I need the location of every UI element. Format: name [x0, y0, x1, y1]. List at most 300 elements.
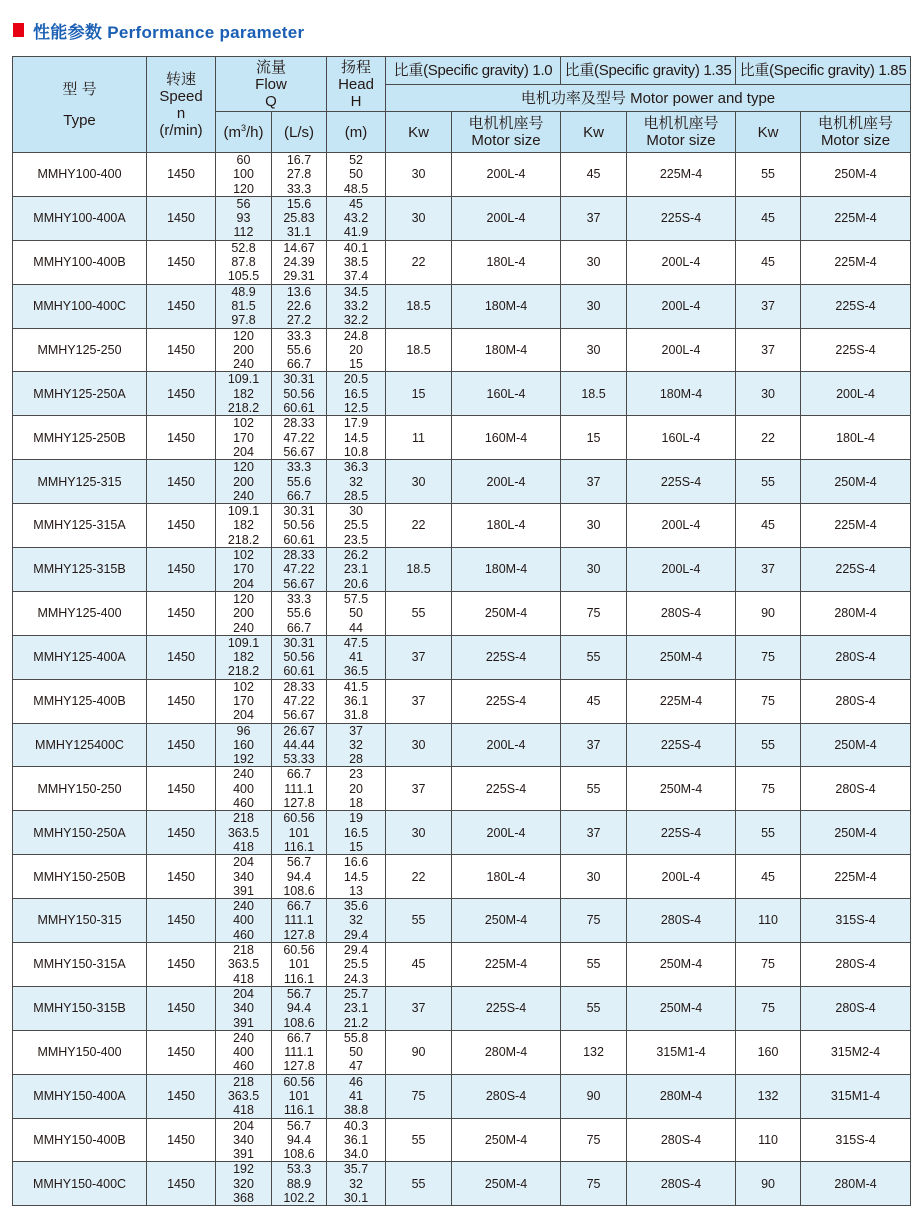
cell-flow-ls-value: 16.7: [286, 153, 312, 167]
cell-motor-sg1: 225S-4: [452, 679, 561, 723]
cell-kw-sg3: 90: [736, 591, 801, 635]
cell-flow-ls-value: 53.33: [283, 752, 315, 767]
cell-kw-sg1: 18.5: [386, 328, 452, 372]
cell-flow-ls-value: 31.1: [286, 225, 312, 240]
cell-kw-sg1: 55: [386, 1162, 452, 1206]
cell-speed: 1450: [147, 635, 216, 679]
cell-kw-sg3: 45: [736, 855, 801, 899]
cell-type: MMHY150-400: [13, 1030, 147, 1074]
cell-flow-ls-value: 116.1: [283, 1103, 315, 1118]
cell-speed: 1450: [147, 767, 216, 811]
table-row: [13, 1074, 911, 1118]
cell-flow-ls-value: 116.1: [283, 971, 315, 986]
cell-head-value: 32: [349, 474, 363, 489]
cell-head-value: 36.3: [343, 460, 369, 475]
cell-flow-ls-value: 33.3: [286, 460, 312, 475]
cell-flow-m3h-value: 81.5: [231, 298, 256, 313]
cell-kw-sg3: 110: [736, 1118, 801, 1162]
cell-flow-m3h-value: 100: [233, 167, 254, 182]
cell-motor-sg3: 315S-4: [801, 1118, 911, 1162]
cell-head-value: 50: [349, 167, 363, 182]
cell-flow-m3h-value: 182: [233, 650, 254, 665]
cell-type: MMHY125-250A: [13, 372, 147, 416]
cell-head: [327, 767, 386, 811]
cell-head: [327, 328, 386, 372]
cell-flow-m3h-value: 240: [233, 357, 254, 372]
cell-flow-m3h-value: 48.9: [231, 284, 256, 299]
table-row: [13, 723, 911, 767]
cell-speed: 1450: [147, 416, 216, 460]
table-row: [13, 811, 911, 855]
cell-kw-sg1: 55: [386, 1118, 452, 1162]
cell-flow-ls-value: 26.67: [283, 723, 315, 738]
cell-flow-m3h-value: 200: [233, 342, 254, 357]
cell-head: [327, 723, 386, 767]
cell-flow-ls-value: 56.67: [283, 444, 315, 459]
cell-motor-sg1: 180M-4: [452, 328, 561, 372]
cell-flow-ls-value: 56.67: [283, 576, 315, 591]
cell-motor-sg1: 200L-4: [452, 811, 561, 855]
cell-head-value: 15: [349, 357, 363, 372]
cell-head-value: 18: [349, 796, 363, 811]
cell-flow-m3h-value: 418: [233, 1103, 254, 1118]
cell-flow-ls-value: 60.61: [283, 532, 315, 547]
cell-flow-ls-value: 60.61: [283, 401, 315, 416]
cell-type: MMHY100-400B: [13, 240, 147, 284]
cell-flow-ls-value: 47.22: [283, 430, 315, 445]
cell-flow-ls-value: 111.1: [284, 781, 314, 796]
cell-flow-ls-value: 47.22: [283, 693, 315, 708]
cell-flow-m3h-value: 418: [233, 971, 254, 986]
cell-head: [327, 460, 386, 504]
cell-motor-sg2: 200L-4: [627, 240, 736, 284]
cell-flow-m3h: [216, 855, 272, 899]
cell-flow-m3h-value: 105.5: [227, 269, 260, 284]
header-head-unit: (m): [327, 112, 386, 153]
cell-speed: 1450: [147, 548, 216, 592]
cell-motor-sg1: 180L-4: [452, 855, 561, 899]
cell-head-value: 17.9: [343, 416, 369, 431]
cell-flow-m3h-value: 200: [233, 474, 254, 489]
cell-type: MMHY100-400C: [13, 284, 147, 328]
cell-flow-m3h-value: 460: [233, 796, 254, 811]
cell-head-value: 47.5: [343, 635, 369, 650]
cell-motor-sg1: 225M-4: [452, 943, 561, 987]
cell-flow-m3h: [216, 240, 272, 284]
cell-flow-ls-value: 66.7: [286, 899, 312, 914]
cell-flow-m3h-value: 160: [233, 737, 254, 752]
cell-flow-ls-value: 127.8: [283, 796, 315, 811]
cell-flow-ls-value: 30.31: [283, 635, 315, 650]
cell-flow-ls: [272, 240, 327, 284]
cell-head-value: 41: [349, 1089, 363, 1103]
cell-flow-m3h-value: 368: [233, 1191, 254, 1206]
cell-flow-m3h-value: 391: [233, 1015, 254, 1030]
cell-motor-sg2: 200L-4: [627, 855, 736, 899]
cell-flow-ls: [272, 899, 327, 943]
cell-kw-sg1: 90: [386, 1030, 452, 1074]
cell-head-value: 55.8: [343, 1030, 369, 1045]
cell-flow-m3h-value: 418: [233, 839, 254, 854]
cell-speed: 1450: [147, 372, 216, 416]
cell-speed: 1450: [147, 591, 216, 635]
cell-flow-ls: [272, 153, 327, 197]
cell-motor-sg2: 225S-4: [627, 196, 736, 240]
cell-flow-m3h-value: 109.1: [227, 504, 260, 519]
cell-head: [327, 284, 386, 328]
cell-flow-ls: [272, 284, 327, 328]
cell-flow-m3h: [216, 679, 272, 723]
cell-motor-sg3: 225S-4: [801, 284, 911, 328]
cell-flow-ls-value: 88.9: [286, 1176, 312, 1191]
cell-motor-sg1: 200L-4: [452, 723, 561, 767]
cell-kw-sg1: 75: [386, 1074, 452, 1118]
cell-head-value: 40.1: [343, 240, 369, 255]
cell-kw-sg1: 22: [386, 240, 452, 284]
cell-flow-m3h-value: 200: [233, 606, 254, 621]
cell-head: [327, 240, 386, 284]
cell-motor-sg3: 225S-4: [801, 328, 911, 372]
cell-flow-ls-value: 50.56: [283, 650, 315, 665]
cell-head: [327, 1074, 386, 1118]
cell-head-value: 36.5: [343, 664, 369, 679]
cell-flow-m3h-value: 460: [233, 927, 254, 942]
table-header: [13, 57, 911, 153]
cell-flow-ls-value: 101: [288, 1089, 310, 1103]
cell-head-value: 20.5: [343, 372, 369, 387]
cell-type: MMHY150-315A: [13, 943, 147, 987]
cell-head-value: 14.5: [343, 430, 369, 445]
cell-motor-sg2: 200L-4: [627, 328, 736, 372]
table-row: [13, 1118, 911, 1162]
cell-flow-m3h: [216, 153, 272, 197]
cell-flow-m3h-value: 218.2: [227, 401, 260, 416]
cell-kw-sg1: 22: [386, 504, 452, 548]
cell-flow-ls-value: 60.56: [283, 943, 315, 958]
cell-head-value: 37: [349, 723, 363, 738]
cell-head-value: 43.2: [343, 211, 369, 226]
cell-flow-ls-value: 47.22: [283, 562, 315, 577]
performance-table: [12, 56, 911, 1206]
cell-type: MMHY125-400B: [13, 679, 147, 723]
cell-flow-m3h-value: 400: [233, 781, 254, 796]
cell-kw-sg1: 30: [386, 811, 452, 855]
cell-flow-ls-value: 25.83: [283, 211, 315, 226]
cell-kw-sg3: 75: [736, 986, 801, 1030]
table-row: [13, 767, 911, 811]
cell-flow-ls-value: 66.7: [286, 620, 312, 635]
cell-speed: 1450: [147, 899, 216, 943]
cell-flow-m3h-value: 170: [233, 693, 254, 708]
cell-head: [327, 855, 386, 899]
cell-flow-m3h: [216, 372, 272, 416]
cell-kw-sg3: 55: [736, 460, 801, 504]
cell-flow-ls-value: 22.6: [286, 298, 312, 313]
cell-flow-m3h-value: 109.1: [227, 635, 260, 650]
cell-flow-ls: [272, 196, 327, 240]
cell-kw-sg1: 55: [386, 899, 452, 943]
cell-flow-ls-value: 13.6: [286, 284, 312, 299]
header-sg-3: 比重(Specific gravity) 1.85: [736, 57, 911, 85]
cell-flow-m3h-value: 204: [233, 444, 254, 459]
cell-flow-ls-value: 108.6: [283, 1015, 315, 1030]
cell-kw-sg2: 30: [561, 284, 627, 328]
table-row: [13, 679, 911, 723]
cell-motor-sg3: 280S-4: [801, 635, 911, 679]
table-row: [13, 153, 911, 197]
cell-motor-sg1: 180L-4: [452, 504, 561, 548]
cell-flow-m3h-value: 240: [233, 488, 254, 503]
cell-head-value: 57.5: [343, 591, 369, 606]
cell-flow-ls-value: 53.3: [286, 1162, 312, 1177]
cell-speed: 1450: [147, 240, 216, 284]
cell-head: [327, 153, 386, 197]
cell-head-value: 29.4: [343, 943, 369, 958]
cell-flow-m3h-value: 240: [233, 899, 254, 914]
cell-flow-m3h: [216, 811, 272, 855]
cell-flow-ls: [272, 1030, 327, 1074]
cell-kw-sg2: 37: [561, 723, 627, 767]
cell-flow-m3h: [216, 504, 272, 548]
cell-flow-m3h-value: 192: [233, 1162, 254, 1177]
cell-motor-sg3: 280M-4: [801, 591, 911, 635]
table-row: [13, 591, 911, 635]
cell-flow-ls-value: 56.67: [283, 708, 315, 723]
cell-flow-ls-value: 94.4: [286, 1001, 312, 1016]
cell-flow-ls: [272, 679, 327, 723]
header-motor-power: 电机功率及型号 Motor power and type: [386, 85, 911, 112]
cell-head: [327, 1118, 386, 1162]
cell-head: [327, 1030, 386, 1074]
header-sg-1: 比重(Specific gravity) 1.0: [386, 57, 561, 85]
cell-type: MMHY150-400C: [13, 1162, 147, 1206]
cell-type: MMHY150-400B: [13, 1118, 147, 1162]
cell-flow-m3h-value: 218: [233, 811, 254, 826]
cell-head-value: 14.5: [343, 869, 369, 884]
cell-flow-ls-value: 60.61: [283, 664, 315, 679]
cell-flow-m3h: [216, 196, 272, 240]
cell-head-value: 16.6: [343, 855, 369, 870]
cell-kw-sg3: 75: [736, 635, 801, 679]
cell-head-value: 50: [349, 1045, 363, 1060]
cell-flow-ls-value: 102.2: [283, 1191, 315, 1206]
cell-head: [327, 679, 386, 723]
cell-flow-m3h: [216, 416, 272, 460]
cell-motor-sg2: 225M-4: [627, 679, 736, 723]
cell-head-value: 35.6: [343, 899, 369, 914]
cell-head-value: 28.5: [343, 488, 369, 503]
cell-flow-m3h-value: 363.5: [227, 825, 260, 840]
cell-kw-sg2: 45: [561, 679, 627, 723]
cell-type: MMHY150-250B: [13, 855, 147, 899]
cell-flow-ls: [272, 504, 327, 548]
cell-kw-sg1: 30: [386, 196, 452, 240]
cell-motor-sg1: 200L-4: [452, 196, 561, 240]
header-kw-3: Kw: [736, 112, 801, 153]
cell-motor-sg2: 225S-4: [627, 460, 736, 504]
cell-flow-m3h-value: 363.5: [227, 957, 260, 972]
cell-head-value: 40.3: [343, 1118, 369, 1133]
header-flow-ls: (L/s): [272, 112, 327, 153]
cell-head-value: 20: [349, 342, 363, 357]
cell-motor-sg1: 250M-4: [452, 1162, 561, 1206]
cell-flow-ls-value: 127.8: [283, 1059, 315, 1074]
cell-flow-m3h-value: 400: [233, 913, 254, 928]
cell-head: [327, 943, 386, 987]
cell-kw-sg1: 37: [386, 679, 452, 723]
cell-motor-sg2: 160L-4: [627, 416, 736, 460]
cell-flow-ls: [272, 986, 327, 1030]
cell-head-value: 48.5: [343, 181, 369, 196]
cell-flow-ls: [272, 1118, 327, 1162]
cell-flow-m3h-value: 112: [233, 225, 254, 240]
table-row: [13, 460, 911, 504]
cell-flow-ls: [272, 635, 327, 679]
cell-head-value: 33.2: [343, 298, 369, 313]
table-row: [13, 372, 911, 416]
cell-speed: 1450: [147, 855, 216, 899]
cell-flow-m3h-value: 120: [233, 181, 254, 196]
cell-flow-m3h-value: 240: [233, 767, 254, 782]
cell-flow-m3h: [216, 943, 272, 987]
cell-head-value: 30.1: [343, 1191, 369, 1206]
table-row: [13, 504, 911, 548]
cell-flow-ls-value: 56.7: [286, 855, 312, 870]
cell-flow-ls-value: 30.31: [283, 504, 315, 519]
cell-flow-m3h: [216, 899, 272, 943]
cell-motor-sg2: 200L-4: [627, 548, 736, 592]
cell-flow-m3h-value: 109.1: [227, 372, 260, 387]
cell-head-value: 25.5: [343, 518, 369, 533]
cell-motor-sg1: 250M-4: [452, 591, 561, 635]
cell-flow-m3h: [216, 1074, 272, 1118]
cell-flow-m3h-value: 204: [233, 576, 254, 591]
cell-kw-sg1: 11: [386, 416, 452, 460]
cell-head-value: 47: [349, 1059, 363, 1074]
table-row: [13, 986, 911, 1030]
cell-motor-sg1: 200L-4: [452, 153, 561, 197]
cell-flow-m3h-value: 204: [233, 855, 254, 870]
cell-flow-ls: [272, 460, 327, 504]
cell-flow-m3h: [216, 1118, 272, 1162]
cell-motor-sg1: 180L-4: [452, 240, 561, 284]
header-flow: 流量 Flow Q: [216, 57, 327, 112]
cell-kw-sg1: 15: [386, 372, 452, 416]
cell-flow-m3h-value: 218.2: [227, 664, 260, 679]
cell-flow-m3h-value: 340: [233, 1001, 254, 1016]
cell-type: MMHY125-250B: [13, 416, 147, 460]
cell-flow-ls: [272, 416, 327, 460]
cell-flow-m3h-value: 340: [233, 869, 254, 884]
cell-head-value: 28: [349, 752, 363, 767]
cell-motor-sg3: 315M1-4: [801, 1074, 911, 1118]
cell-kw-sg1: 18.5: [386, 548, 452, 592]
cell-kw-sg2: 30: [561, 504, 627, 548]
cell-flow-ls-value: 33.3: [286, 181, 312, 196]
cell-flow-m3h-value: 218: [233, 943, 254, 958]
cell-kw-sg2: 75: [561, 1162, 627, 1206]
cell-kw-sg2: 30: [561, 240, 627, 284]
cell-motor-sg1: 250M-4: [452, 1118, 561, 1162]
cell-motor-sg2: 225M-4: [627, 153, 736, 197]
cell-flow-ls-value: 60.56: [283, 811, 315, 826]
header-type: 型 号 Type: [13, 57, 147, 153]
cell-motor-sg2: 225S-4: [627, 723, 736, 767]
cell-motor-sg3: 225M-4: [801, 504, 911, 548]
cell-motor-sg3: 280S-4: [801, 943, 911, 987]
cell-flow-m3h-value: 60: [236, 153, 251, 167]
cell-flow-m3h-value: 56: [236, 196, 251, 211]
cell-flow-m3h: [216, 1030, 272, 1074]
cell-speed: 1450: [147, 943, 216, 987]
cell-kw-sg3: 160: [736, 1030, 801, 1074]
cell-flow-ls-value: 28.33: [283, 679, 315, 694]
header-motor-size-2: 电机机座号 Motor size: [627, 112, 736, 153]
header-sg-2: 比重(Specific gravity) 1.35: [561, 57, 736, 85]
cell-head-value: 29.4: [343, 927, 369, 942]
cell-type: MMHY150-315B: [13, 986, 147, 1030]
cell-flow-ls-value: 94.4: [286, 869, 312, 884]
cell-speed: 1450: [147, 1030, 216, 1074]
cell-type: MMHY150-315: [13, 899, 147, 943]
cell-motor-sg2: 225S-4: [627, 811, 736, 855]
cell-flow-m3h-value: 120: [233, 328, 254, 343]
cell-head-value: 16.5: [343, 825, 369, 840]
header-kw-1: Kw: [386, 112, 452, 153]
cell-head: [327, 591, 386, 635]
cell-flow-m3h: [216, 767, 272, 811]
cell-flow-ls: [272, 767, 327, 811]
table-row: [13, 1030, 911, 1074]
cell-kw-sg1: 37: [386, 767, 452, 811]
cell-kw-sg3: 75: [736, 767, 801, 811]
cell-flow-ls-value: 14.67: [283, 240, 315, 255]
cell-flow-ls-value: 116.1: [283, 839, 315, 854]
cell-flow-m3h-value: 192: [233, 752, 254, 767]
header-motor-size-3: 电机机座号 Motor size: [801, 112, 911, 153]
cell-flow-m3h: [216, 635, 272, 679]
table-row: [13, 899, 911, 943]
cell-head-value: 32: [349, 737, 363, 752]
cell-head-value: 30: [349, 504, 363, 519]
cell-motor-sg3: 225M-4: [801, 855, 911, 899]
cell-flow-m3h-value: 218: [233, 1074, 254, 1089]
cell-head-value: 41: [349, 650, 363, 665]
cell-flow-ls-value: 50.56: [283, 518, 315, 533]
table-row: [13, 416, 911, 460]
cell-kw-sg1: 30: [386, 153, 452, 197]
cell-flow-ls-value: 29.31: [283, 269, 315, 284]
cell-head: [327, 635, 386, 679]
cell-flow-ls: [272, 548, 327, 592]
cell-motor-sg3: 200L-4: [801, 372, 911, 416]
section-title: [13, 20, 304, 40]
cell-motor-sg3: 225M-4: [801, 196, 911, 240]
cell-motor-sg2: 200L-4: [627, 284, 736, 328]
cell-motor-sg2: 250M-4: [627, 635, 736, 679]
cell-type: MMHY125-250: [13, 328, 147, 372]
cell-head-value: 38.8: [343, 1103, 369, 1118]
cell-speed: 1450: [147, 196, 216, 240]
cell-kw-sg1: 37: [386, 635, 452, 679]
cell-flow-m3h-value: 102: [233, 548, 254, 563]
cell-flow-m3h-value: 204: [233, 1118, 254, 1133]
section-title-text: 性能参数 Performance parameter: [33, 22, 305, 42]
cell-motor-sg1: 225S-4: [452, 986, 561, 1030]
cell-flow-m3h: [216, 328, 272, 372]
cell-head-value: 37.4: [343, 269, 369, 284]
cell-flow-ls-value: 60.56: [283, 1074, 315, 1089]
